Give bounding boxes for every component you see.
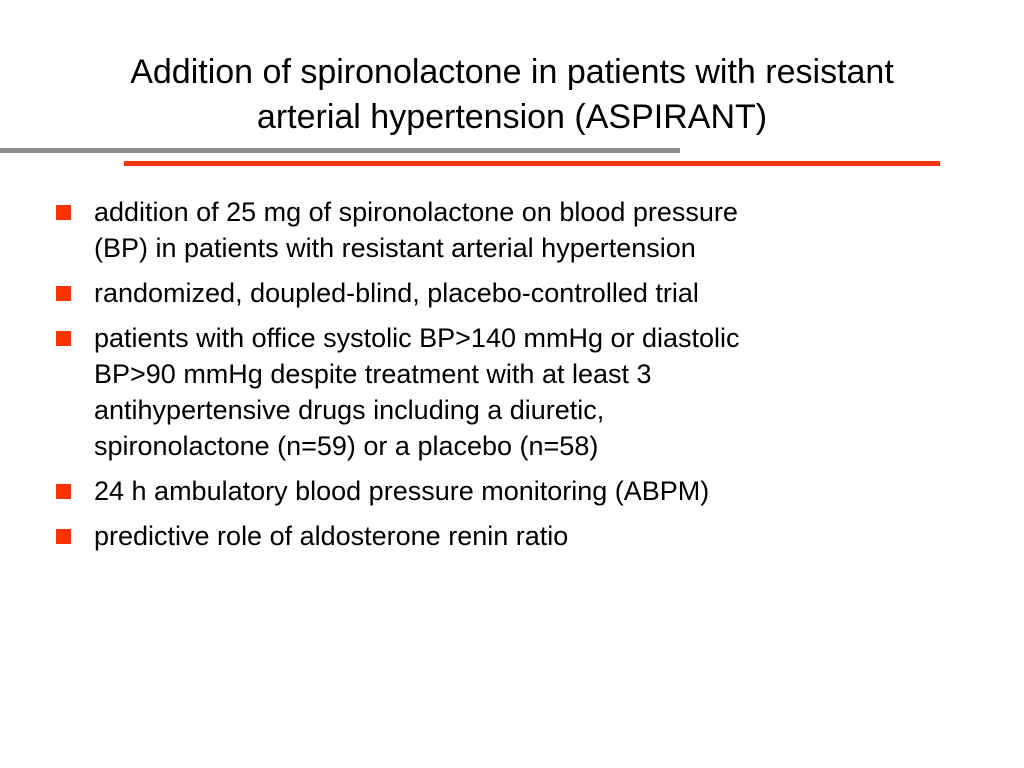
slide-title (40, 50, 984, 140)
square-bullet-icon (56, 331, 71, 346)
bullet-item (56, 275, 956, 311)
bullet-line: antihypertensive drugs including a diuretic, (94, 395, 605, 425)
bullet-text (94, 275, 956, 311)
bullet-line: (BP) in patients with resistant arterial hypertension (94, 233, 696, 263)
bullet-line: 24 h ambulatory blood pressure monitoring (ABPM) (94, 476, 710, 506)
square-bullet-icon (56, 484, 71, 499)
bullet-line: spironolactone (n=59) or a placebo (n=58) (94, 431, 599, 461)
slide-title-line: arterial hypertension (ASPIRANT) (256, 98, 768, 136)
bullet-line: BP>90 mmHg despite treatment with at least 3 (94, 359, 652, 389)
slide-title-line: Addition of spironolactone in patients with resistant (130, 53, 894, 91)
orange-divider-rule (124, 161, 940, 166)
bullet-text (94, 473, 956, 509)
gray-divider-rule (0, 148, 680, 153)
square-bullet-icon (56, 286, 71, 301)
bullet-list (56, 194, 956, 563)
bullet-item (56, 320, 956, 464)
square-bullet-icon (56, 205, 71, 220)
bullet-line: predictive role of aldosterone renin ratio (94, 521, 569, 551)
bullet-item (56, 194, 956, 266)
bullet-line: randomized, doupled-blind, placebo-controlled trial (94, 278, 699, 308)
square-bullet-icon (56, 529, 71, 544)
bullet-line: patients with office systolic BP>140 mmHg or diastolic (94, 323, 740, 353)
bullet-text (94, 518, 956, 554)
bullet-item (56, 473, 956, 509)
bullet-text (94, 194, 956, 266)
bullet-text (94, 320, 956, 464)
bullet-line: addition of 25 mg of spironolactone on blood pressure (94, 197, 738, 227)
bullet-item (56, 518, 956, 554)
